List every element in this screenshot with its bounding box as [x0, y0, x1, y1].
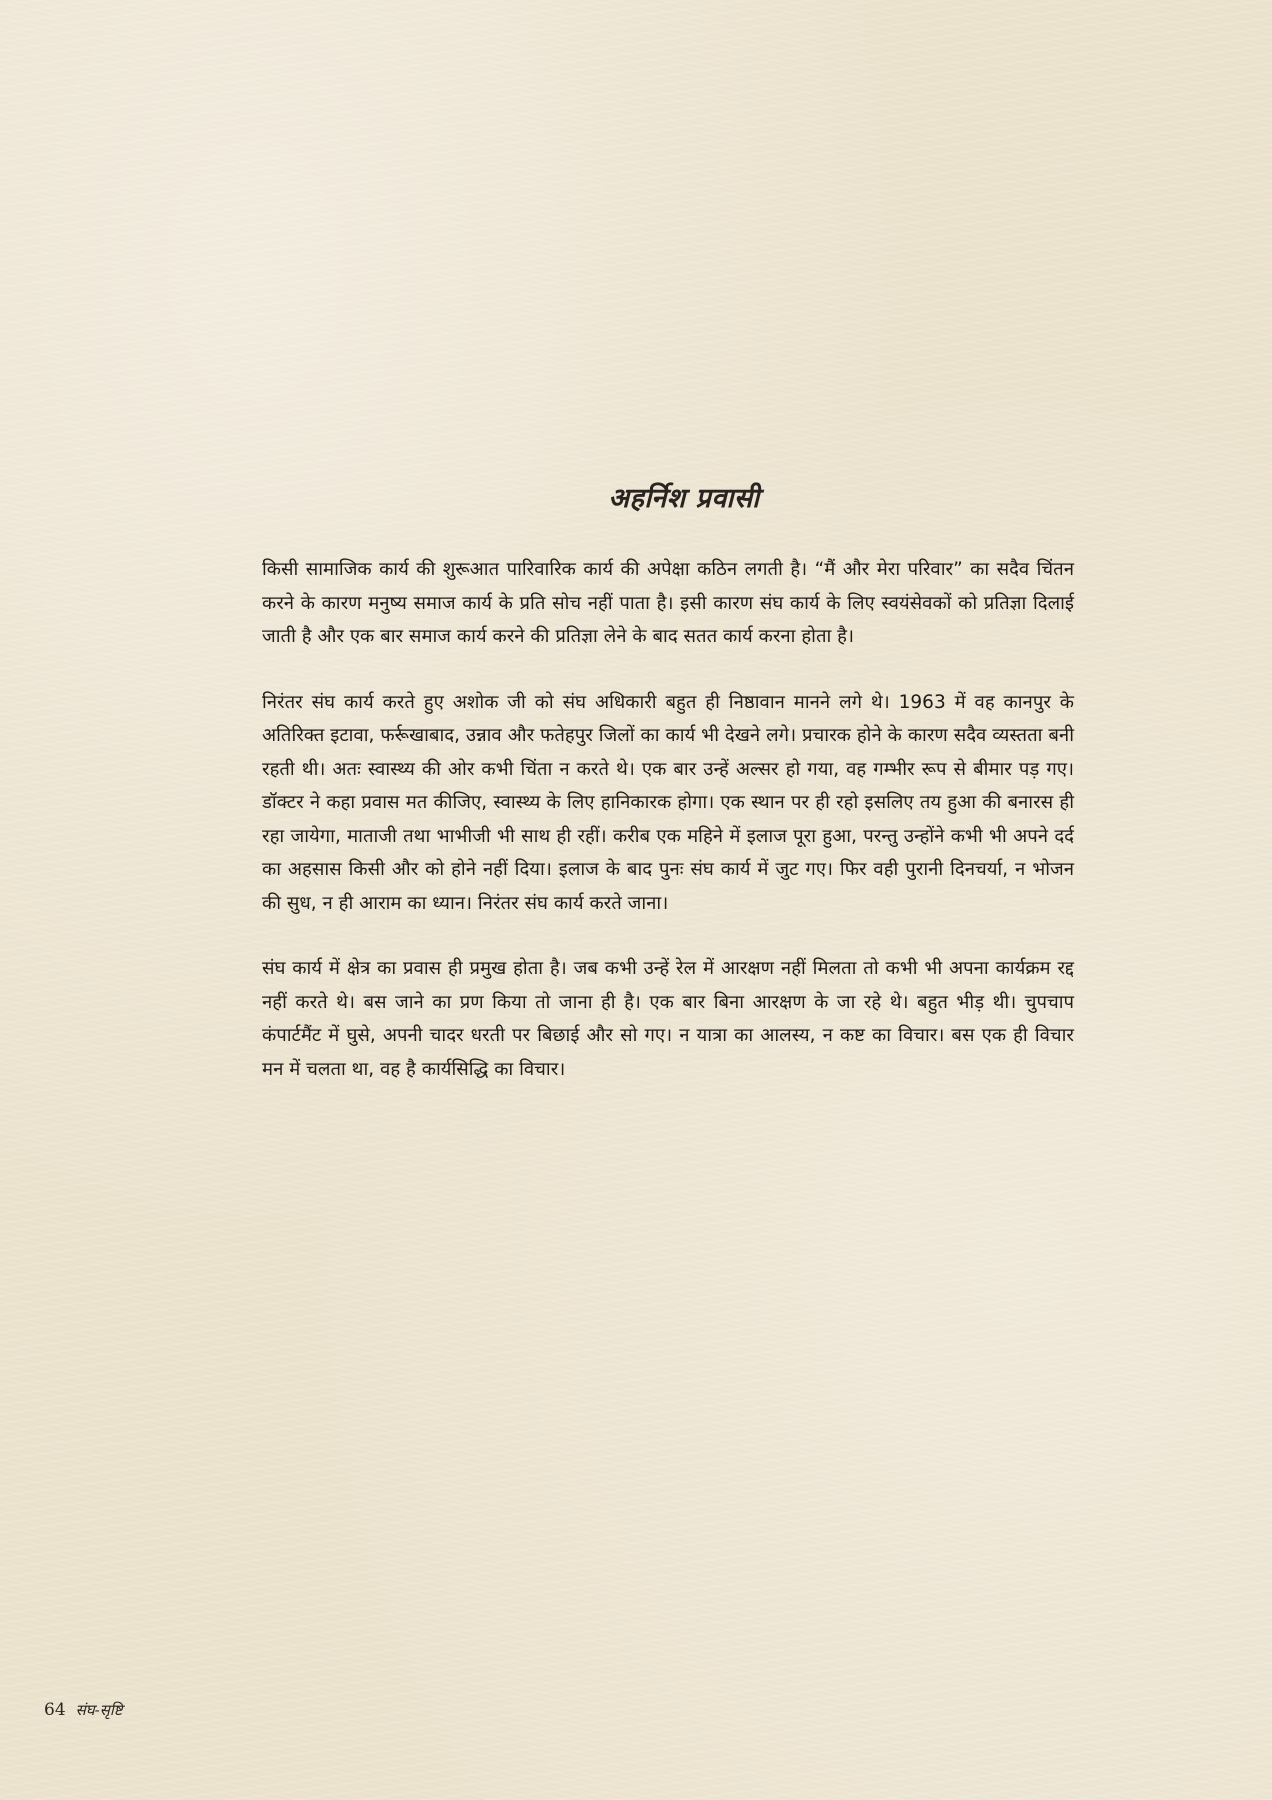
magazine-name: संघ-सृष्टि [75, 1701, 123, 1719]
page-number: 64 [44, 1700, 66, 1720]
article-title: अहर्निश प्रवासी [608, 483, 760, 514]
article-paragraph-2: निरंतर संघ कार्य करते हुए अशोक जी को संघ अधिकारी बहुत ही निष्ठावान मानने लगे थे। 1963 में वह कानपुर के अतिरिक्त इटावा, फर्रूखाबाद, उन्नाव और फतेहपुर जिलों का कार्य भी देखने लगे। प्रचारक होने के कारण सदैव व्यस्तता बनी रहती थी। अतः स्वास्थ्य की ओर कभी चिंता न करते थे। एक बार उन्हें अल्सर हो गया, वह गम्भीर रूप से बीमार पड़ गए। डॉक्टर ने कहा प्रवास मत कीजिए, स्वास्थ्य के लिए हानिकारक होगा। एक स्थान पर ही रहो इसलिए तय हुआ की बनारस ही रहा जायेगा, माताजी तथा भाभीजी भी साथ ही रहीं। करीब एक महिने में इलाज पूरा हुआ, परन्तु उन्होंने कभी भी अपने दर्द का अहसास किसी और को होने नहीं दिया। इलाज के बाद पुनः संघ कार्य में जुट गए। फिर वही पुरानी दिनचर्या, न भोजन की सुध, न ही आराम का ध्यान। निरंतर संघ कार्य करते जाना। [262, 691, 1074, 914]
article [262, 478, 1074, 1118]
article-paragraph-1: किसी सामाजिक कार्य की शुरूआत पारिवारिक कार्य की अपेक्षा कठिन लगती है। “मैं और मेरा परिवार” का सदैव चिंतन करने के कारण मनुष्य समाज कार्य के प्रति सोच नहीं पाता है। इसी कारण संघ कार्य के लिए स्वयंसेवकों को प्रतिज्ञा दिलाई जाती है और एक बार समाज कार्य करने की प्रतिज्ञा लेने के बाद सतत कार्य करना होता है। [262, 559, 1074, 647]
page-footer [44, 1700, 123, 1720]
article-paragraph-3: संघ कार्य में क्षेत्र का प्रवास ही प्रमुख होता है। जब कभी उन्हें रेल में आरक्षण नहीं मिलता तो कभी भी अपना कार्यक्रम रद्द नहीं करते थे। बस जाने का प्रण किया तो जाना ही है। एक बार बिना आरक्षण के जा रहे थे। बहुत भीड़ थी। चुपचाप कंपार्टमैंट में घुसे, अपनी चादर धरती पर बिछाई और सो गए। न यात्रा का आलस्य, न कष्ट का विचार। बस एक ही विचार मन में चलता था, वह है कार्यसिद्धि का विचार। [262, 958, 1074, 1080]
